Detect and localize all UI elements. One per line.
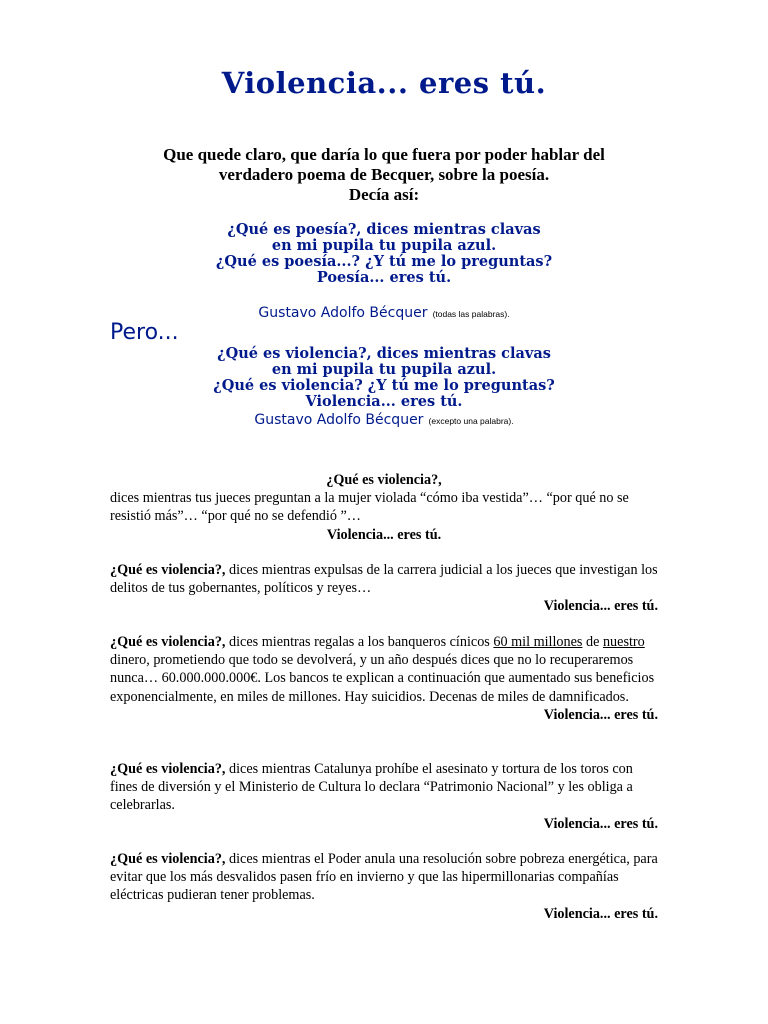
- poem-line: ¿Qué es poesía...? ¿Y tú me lo preguntas?: [215, 253, 553, 270]
- poem-author: Gustavo Adolfo Bécquer: [254, 412, 424, 428]
- paragraph-text: [110, 850, 658, 905]
- poem-author: Gustavo Adolfo Bécquer: [258, 305, 428, 321]
- paragraph-closing: Violencia... eres tú.: [543, 598, 658, 615]
- paragraph: [110, 633, 658, 724]
- parody-poem: [110, 346, 658, 410]
- paragraph: [110, 561, 658, 616]
- paragraph-text: [110, 561, 658, 597]
- paragraph-question: ¿Qué es violencia?,: [110, 851, 226, 867]
- amount-link[interactable]: 60 mil millones: [493, 634, 583, 650]
- poem-line: ¿Qué es violencia? ¿Y tú me lo preguntas?: [213, 377, 555, 394]
- paragraph-body: de: [582, 634, 603, 650]
- paragraph-text: [110, 760, 658, 815]
- intro-line: verdadero poema de Becquer, sobre la poesía.: [218, 165, 550, 184]
- nuestro-link[interactable]: nuestro: [602, 634, 645, 650]
- paragraph-question: ¿Qué es violencia?,: [110, 634, 226, 650]
- poem-signature: [110, 302, 658, 321]
- paragraph-closing: Violencia... eres tú.: [543, 815, 658, 832]
- paragraph-closing: Violencia... eres tú.: [543, 905, 658, 922]
- original-poem: [110, 222, 658, 286]
- paragraph-body: dinero, prometiendo que todo se devolverá, y un año después dices que no lo recuperaremos nunca… 60.000.000.000€. Los bancos te explican a continuación que aumentado sus beneficios exponencialmente, en miles de millones. Hay suicidios. Decenas de miles de damnificados.: [110, 652, 655, 705]
- paragraph-body: dices mientras expulsas de la carrera judicial a los jueces que investigan los delitos de tus gobernantes, políticos y reyes…: [110, 562, 658, 597]
- paragraph-closing: Violencia... eres tú.: [326, 526, 442, 543]
- poem-line: Violencia... eres tú.: [305, 393, 463, 410]
- paragraph-question: ¿Qué es violencia?,: [110, 562, 226, 578]
- poem-author-note: (excepto una palabra).: [428, 416, 514, 426]
- paragraph-question: ¿Qué es violencia?,: [326, 472, 442, 488]
- intro-line: Decía así:: [348, 185, 420, 204]
- poem-line: Poesía... eres tú.: [316, 269, 452, 286]
- paragraph-body: dices mientras tus jueces preguntan a la mujer violada “cómo iba vestida”… “por qué no se resistió más”… “por qué no se defendió ”…: [110, 490, 629, 525]
- poem-line: ¿Qué es poesía?, dices mientras clavas: [227, 221, 541, 238]
- intro-text: [110, 145, 658, 205]
- paragraph-body: dices mientras regalas a los banqueros cínicos: [225, 634, 494, 650]
- paragraph-body: dices mientras Catalunya prohíbe el asesinato y tortura de los toros con fines de diversión y el Ministerio de Cultura lo declara “Patrimonio Nacional” y les obliga a celebrarlas.: [110, 761, 633, 814]
- page-title: Violencia... eres tú.: [221, 66, 547, 100]
- poem-author-note: (todas las palabras).: [432, 309, 510, 319]
- paragraph-question: ¿Qué es violencia?,: [110, 761, 226, 777]
- paragraph-closing: Violencia... eres tú.: [543, 706, 658, 723]
- pero-heading: Pero...: [110, 320, 179, 345]
- intro-line: Que quede claro, que daría lo que fuera por poder hablar del: [163, 145, 605, 164]
- paragraph: [110, 471, 658, 544]
- poem-signature: [110, 409, 658, 428]
- paragraph-text: [110, 633, 658, 706]
- poem-line: en mi pupila tu pupila azul.: [271, 361, 497, 378]
- paragraph: [110, 760, 658, 833]
- poem-line: ¿Qué es violencia?, dices mientras clavas: [217, 345, 551, 362]
- paragraph: [110, 850, 658, 923]
- paragraph-body: dices mientras el Poder anula una resolución sobre pobreza energética, para evitar que los más desvalidos pasen frío en invierno y que las hipermillonarias compañías eléctricas pudieran tener problemas.: [110, 851, 658, 904]
- poem-line: en mi pupila tu pupila azul.: [271, 237, 497, 254]
